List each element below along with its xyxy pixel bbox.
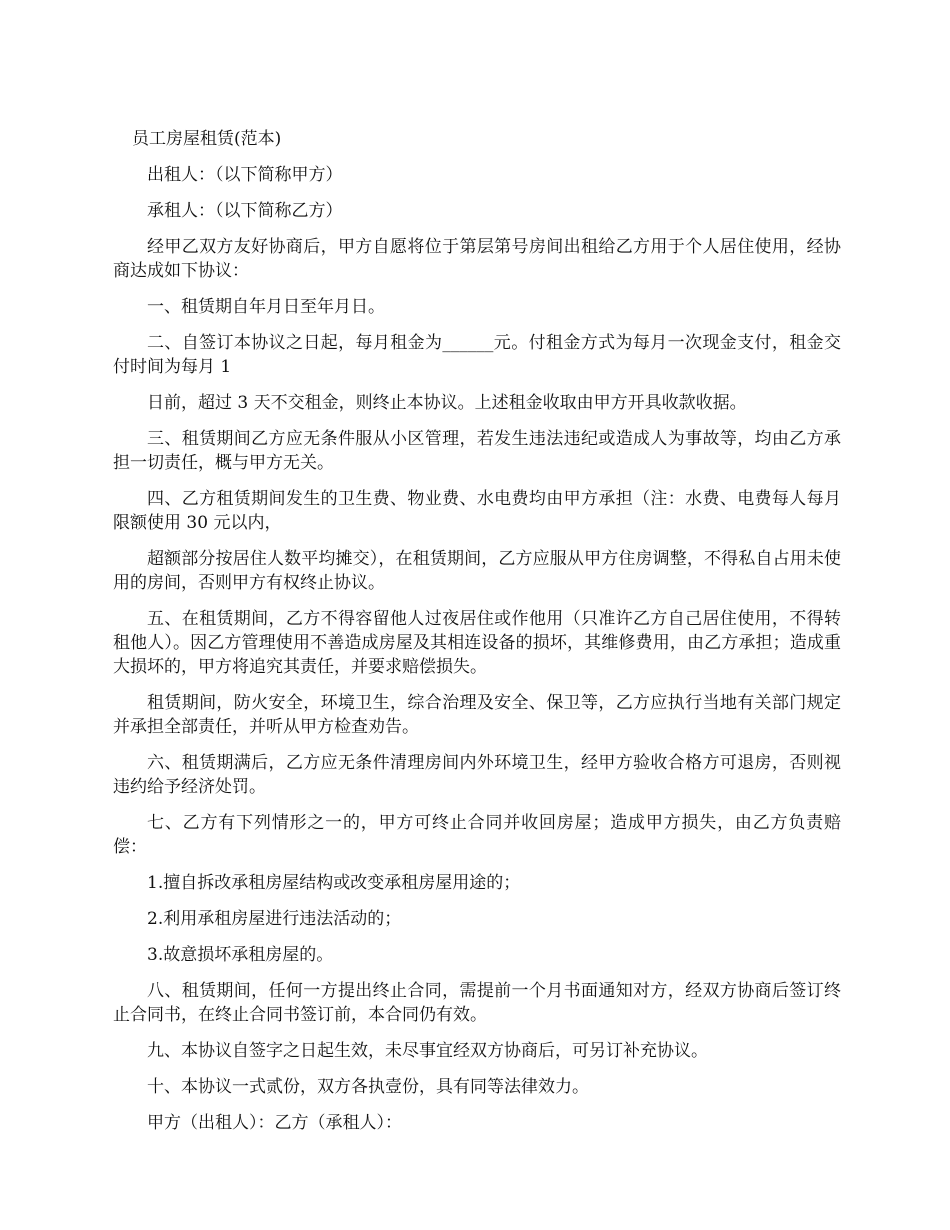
clause-4-fees: 四、乙方租赁期间发生的卫生费、物业费、水电费均由甲方承担（注：水费、电费每人每月限额使用 30 元以内， [113, 489, 841, 533]
clause-8-notice: 八、租赁期间，任何一方提出终止合同，需提前一个月书面通知对方，经双方协商后签订终止合同书，在终止合同书签订前，本合同仍有效。 [113, 981, 841, 1025]
document-body [113, 127, 841, 1147]
clause-2-rent: 二、自签订本协议之日起，每月租金为______元。付租金方式为每月一次现金支付，租金交付时间为每月 1 [113, 333, 841, 377]
lessor-line: 出租人：（以下简称甲方） [147, 165, 343, 185]
clause-10-copies: 十、本协议一式贰份，双方各执壹份，具有同等法律效力。 [147, 1077, 589, 1097]
lessee-line: 承租人：（以下简称乙方） [147, 201, 343, 221]
signature-line: 甲方（出租人）：乙方（承租人）： [147, 1113, 402, 1133]
clause-5-use: 五、在租赁期间，乙方不得容留他人过夜居住或作他用（只准许乙方自己居住使用，不得转租他人）。因乙方管理使用不善造成房屋及其相连设备的损坏，其维修费用，由乙方承担；造成重大损坏的，甲方将追究其责任，并要求赔偿损失。 [113, 609, 841, 677]
clause-7-termination: 七、乙方有下列情形之一的，甲方可终止合同并收回房屋；造成甲方损失，由乙方负责赔偿： [113, 813, 841, 857]
clause-9-effective: 九、本协议自签字之日起生效，未尽事宜经双方协商后，可另订补充协议。 [147, 1041, 708, 1061]
clause-1-term: 一、租赁期自年月日至年月日。 [147, 297, 385, 317]
clause-4-fees-continued: 超额部分按居住人数平均摊交），在租赁期间，乙方应服从甲方住房调整，不得私自占用未使用的房间，否则甲方有权终止协议。 [113, 549, 841, 593]
clause-6-move-out: 六、租赁期满后，乙方应无条件清理房间内外环境卫生，经甲方验收合格方可退房，否则视违约给予经济处罚。 [113, 753, 841, 797]
document-title: 员工房屋租赁(范本) [132, 129, 282, 149]
termination-case-1: 1.擅自拆改承租房屋结构或改变承租房屋用途的； [147, 873, 521, 893]
clause-2-rent-continued: 日前，超过 3 天不交租金，则终止本协议。上述租金收取由甲方开具收款收据。 [147, 393, 747, 413]
termination-case-2: 2.利用承租房屋进行违法活动的； [147, 909, 402, 929]
termination-case-3: 3.故意损坏承租房屋的。 [147, 945, 334, 965]
agreement-intro: 经甲乙双方友好协商后，甲方自愿将位于第层第号房间出租给乙方用于个人居住使用，经协商达成如下协议： [113, 237, 841, 281]
clause-3-management: 三、租赁期间乙方应无条件服从小区管理，若发生违法违纪或造成人为事故等，均由乙方承担一切责任，概与甲方无关。 [113, 429, 841, 473]
safety-responsibility: 租赁期间，防火安全，环境卫生，综合治理及安全、保卫等，乙方应执行当地有关部门规定并承担全部责任，并听从甲方检查劝告。 [113, 693, 841, 737]
